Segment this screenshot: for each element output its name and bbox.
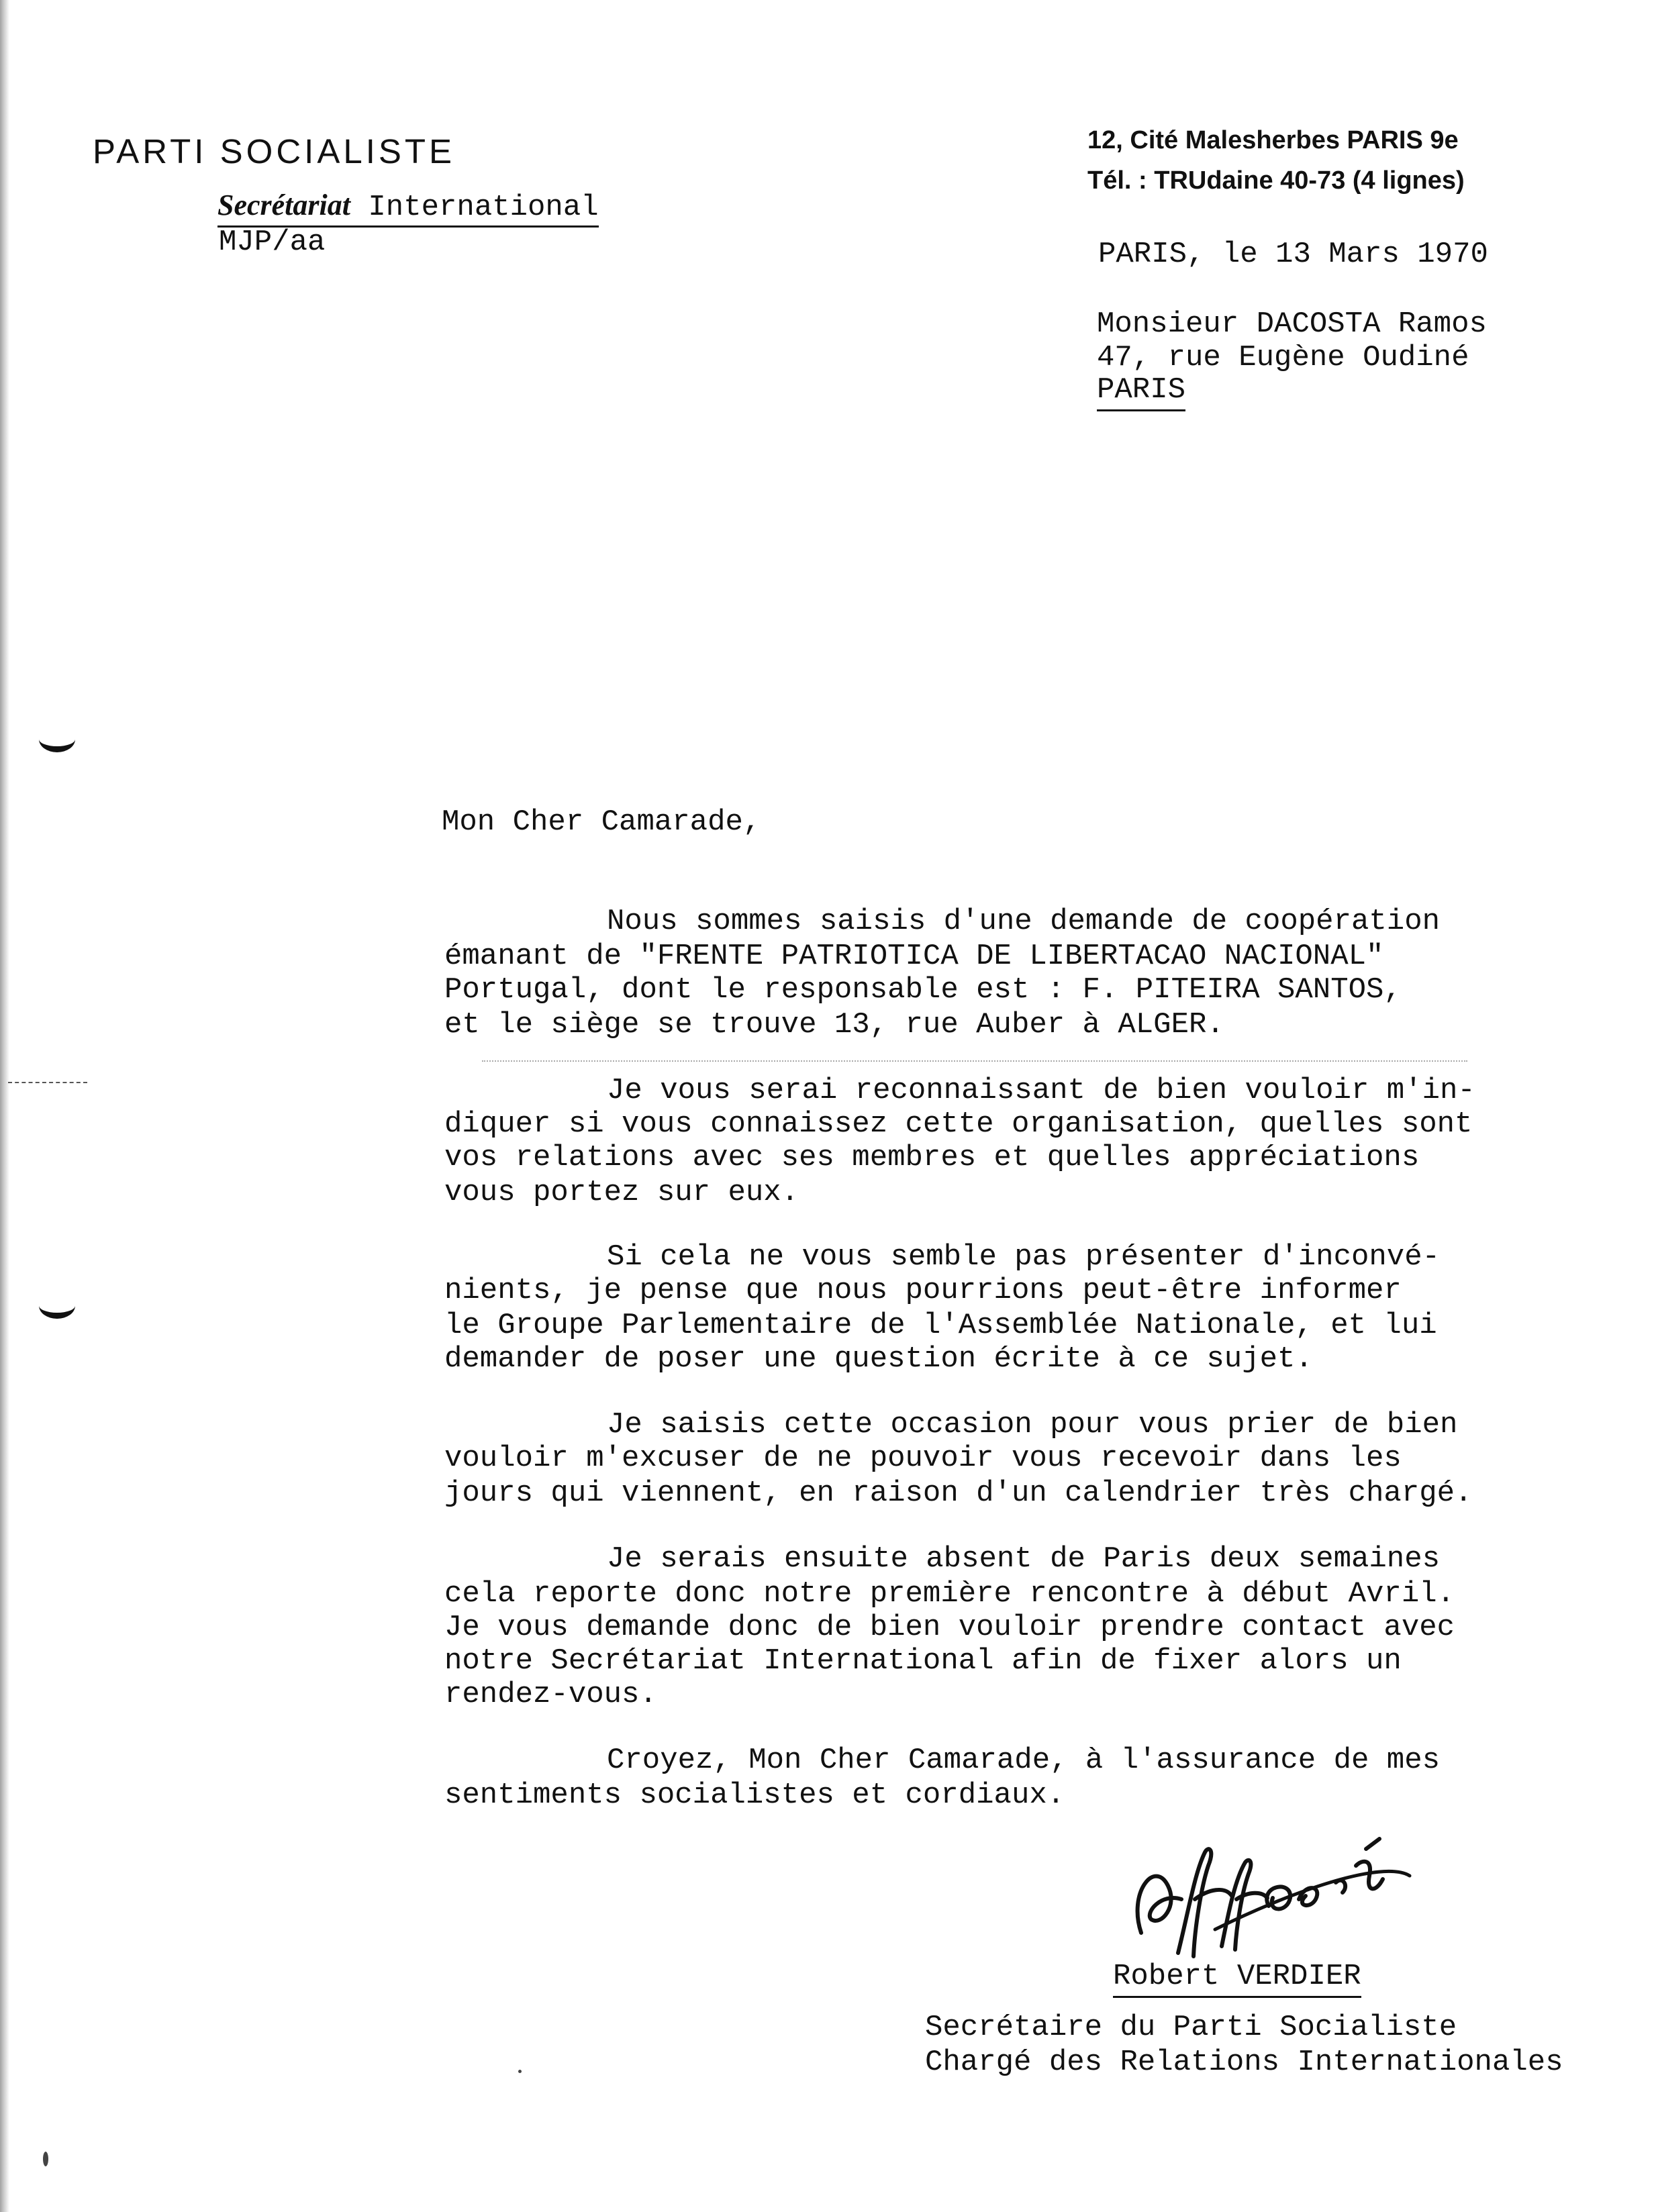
- scan-speck: [43, 2152, 48, 2166]
- body-line: Je serais ensuite absent de Paris deux semaines: [607, 1542, 1441, 1576]
- body-line: jours qui viennent, en raison d'un calendrier très chargé.: [444, 1476, 1473, 1510]
- faint-carbon-line: [482, 1060, 1467, 1062]
- scan-edge: [0, 0, 9, 2212]
- department-name: [217, 188, 599, 228]
- date-line: PARIS, le 13 Mars 1970: [1098, 238, 1488, 271]
- recipient-city: PARIS: [1097, 373, 1185, 411]
- recipient-street: 47, rue Eugène Oudiné: [1097, 341, 1469, 374]
- body-line: le Groupe Parlementaire de l'Assemblée Nationale, et lui: [444, 1309, 1437, 1342]
- body-line: Nous sommes saisis d'une demande de coopération: [607, 905, 1441, 938]
- body-line: cela reporte donc notre première rencontre à début Avril.: [444, 1577, 1455, 1611]
- body-line: sentiments socialistes et cordiaux.: [444, 1778, 1065, 1812]
- recipient-name: Monsieur DACOSTA Ramos: [1097, 307, 1487, 341]
- body-line: Je saisis cette occasion pour vous prier de bien: [607, 1408, 1458, 1442]
- sender-phone: Tél. : TRUdaine 40-73 (4 lignes): [1087, 166, 1465, 195]
- reference-code: MJP/aa: [219, 225, 326, 259]
- department-name-part2: International: [350, 191, 599, 224]
- body-line: vos relations avec ses membres et quelles appréciations: [444, 1141, 1420, 1174]
- body-line: Croyez, Mon Cher Camarade, à l'assurance de mes: [607, 1744, 1441, 1777]
- signature-drawing: [1114, 1812, 1423, 1973]
- body-line: Je vous demande donc de bien vouloir prendre contact avec: [444, 1611, 1455, 1644]
- body-line: vouloir m'excuser de ne pouvoir vous recevoir dans les: [444, 1442, 1402, 1475]
- punch-hole-mark: [39, 726, 75, 752]
- punch-hole-mark: [39, 1293, 75, 1319]
- body-line: rendez-vous.: [444, 1678, 657, 1711]
- handwritten-signature: [1114, 1812, 1423, 1973]
- body-line: Si cela ne vous semble pas présenter d'inconvé-: [607, 1240, 1441, 1274]
- body-line: diquer si vous connaissez cette organisation, quelles sont: [444, 1107, 1473, 1141]
- salutation: Mon Cher Camarade,: [442, 805, 761, 839]
- signer-title: Secrétaire du Parti Socialiste: [925, 2011, 1457, 2044]
- scan-edge-mark: [8, 1082, 87, 1083]
- organization-name: PARTI SOCIALISTE: [93, 132, 456, 170]
- body-line: et le siège se trouve 13, rue Auber à ALGER.: [444, 1008, 1224, 1042]
- scan-speck: [518, 2070, 522, 2073]
- sender-address: 12, Cité Malesherbes PARIS 9e: [1087, 126, 1459, 154]
- signer-name: Robert VERDIER: [1113, 1960, 1361, 1998]
- signer-title: Chargé des Relations Internationales: [925, 2046, 1563, 2079]
- body-line: demander de poser une question écrite à ce sujet.: [444, 1342, 1313, 1376]
- body-line: notre Secrétariat International afin de fixer alors un: [444, 1644, 1402, 1678]
- body-line: nients, je pense que nous pourrions peut-être informer: [444, 1274, 1402, 1307]
- body-line: Portugal, dont le responsable est : F. PITEIRA SANTOS,: [444, 973, 1402, 1007]
- body-line: émanant de "FRENTE PATRIOTICA DE LIBERTACAO NACIONAL": [444, 940, 1384, 973]
- body-line: Je vous serai reconnaissant de bien vouloir m'in-: [607, 1074, 1475, 1107]
- department-name-part1: Secrétariat: [217, 189, 350, 221]
- body-line: vous portez sur eux.: [444, 1176, 799, 1209]
